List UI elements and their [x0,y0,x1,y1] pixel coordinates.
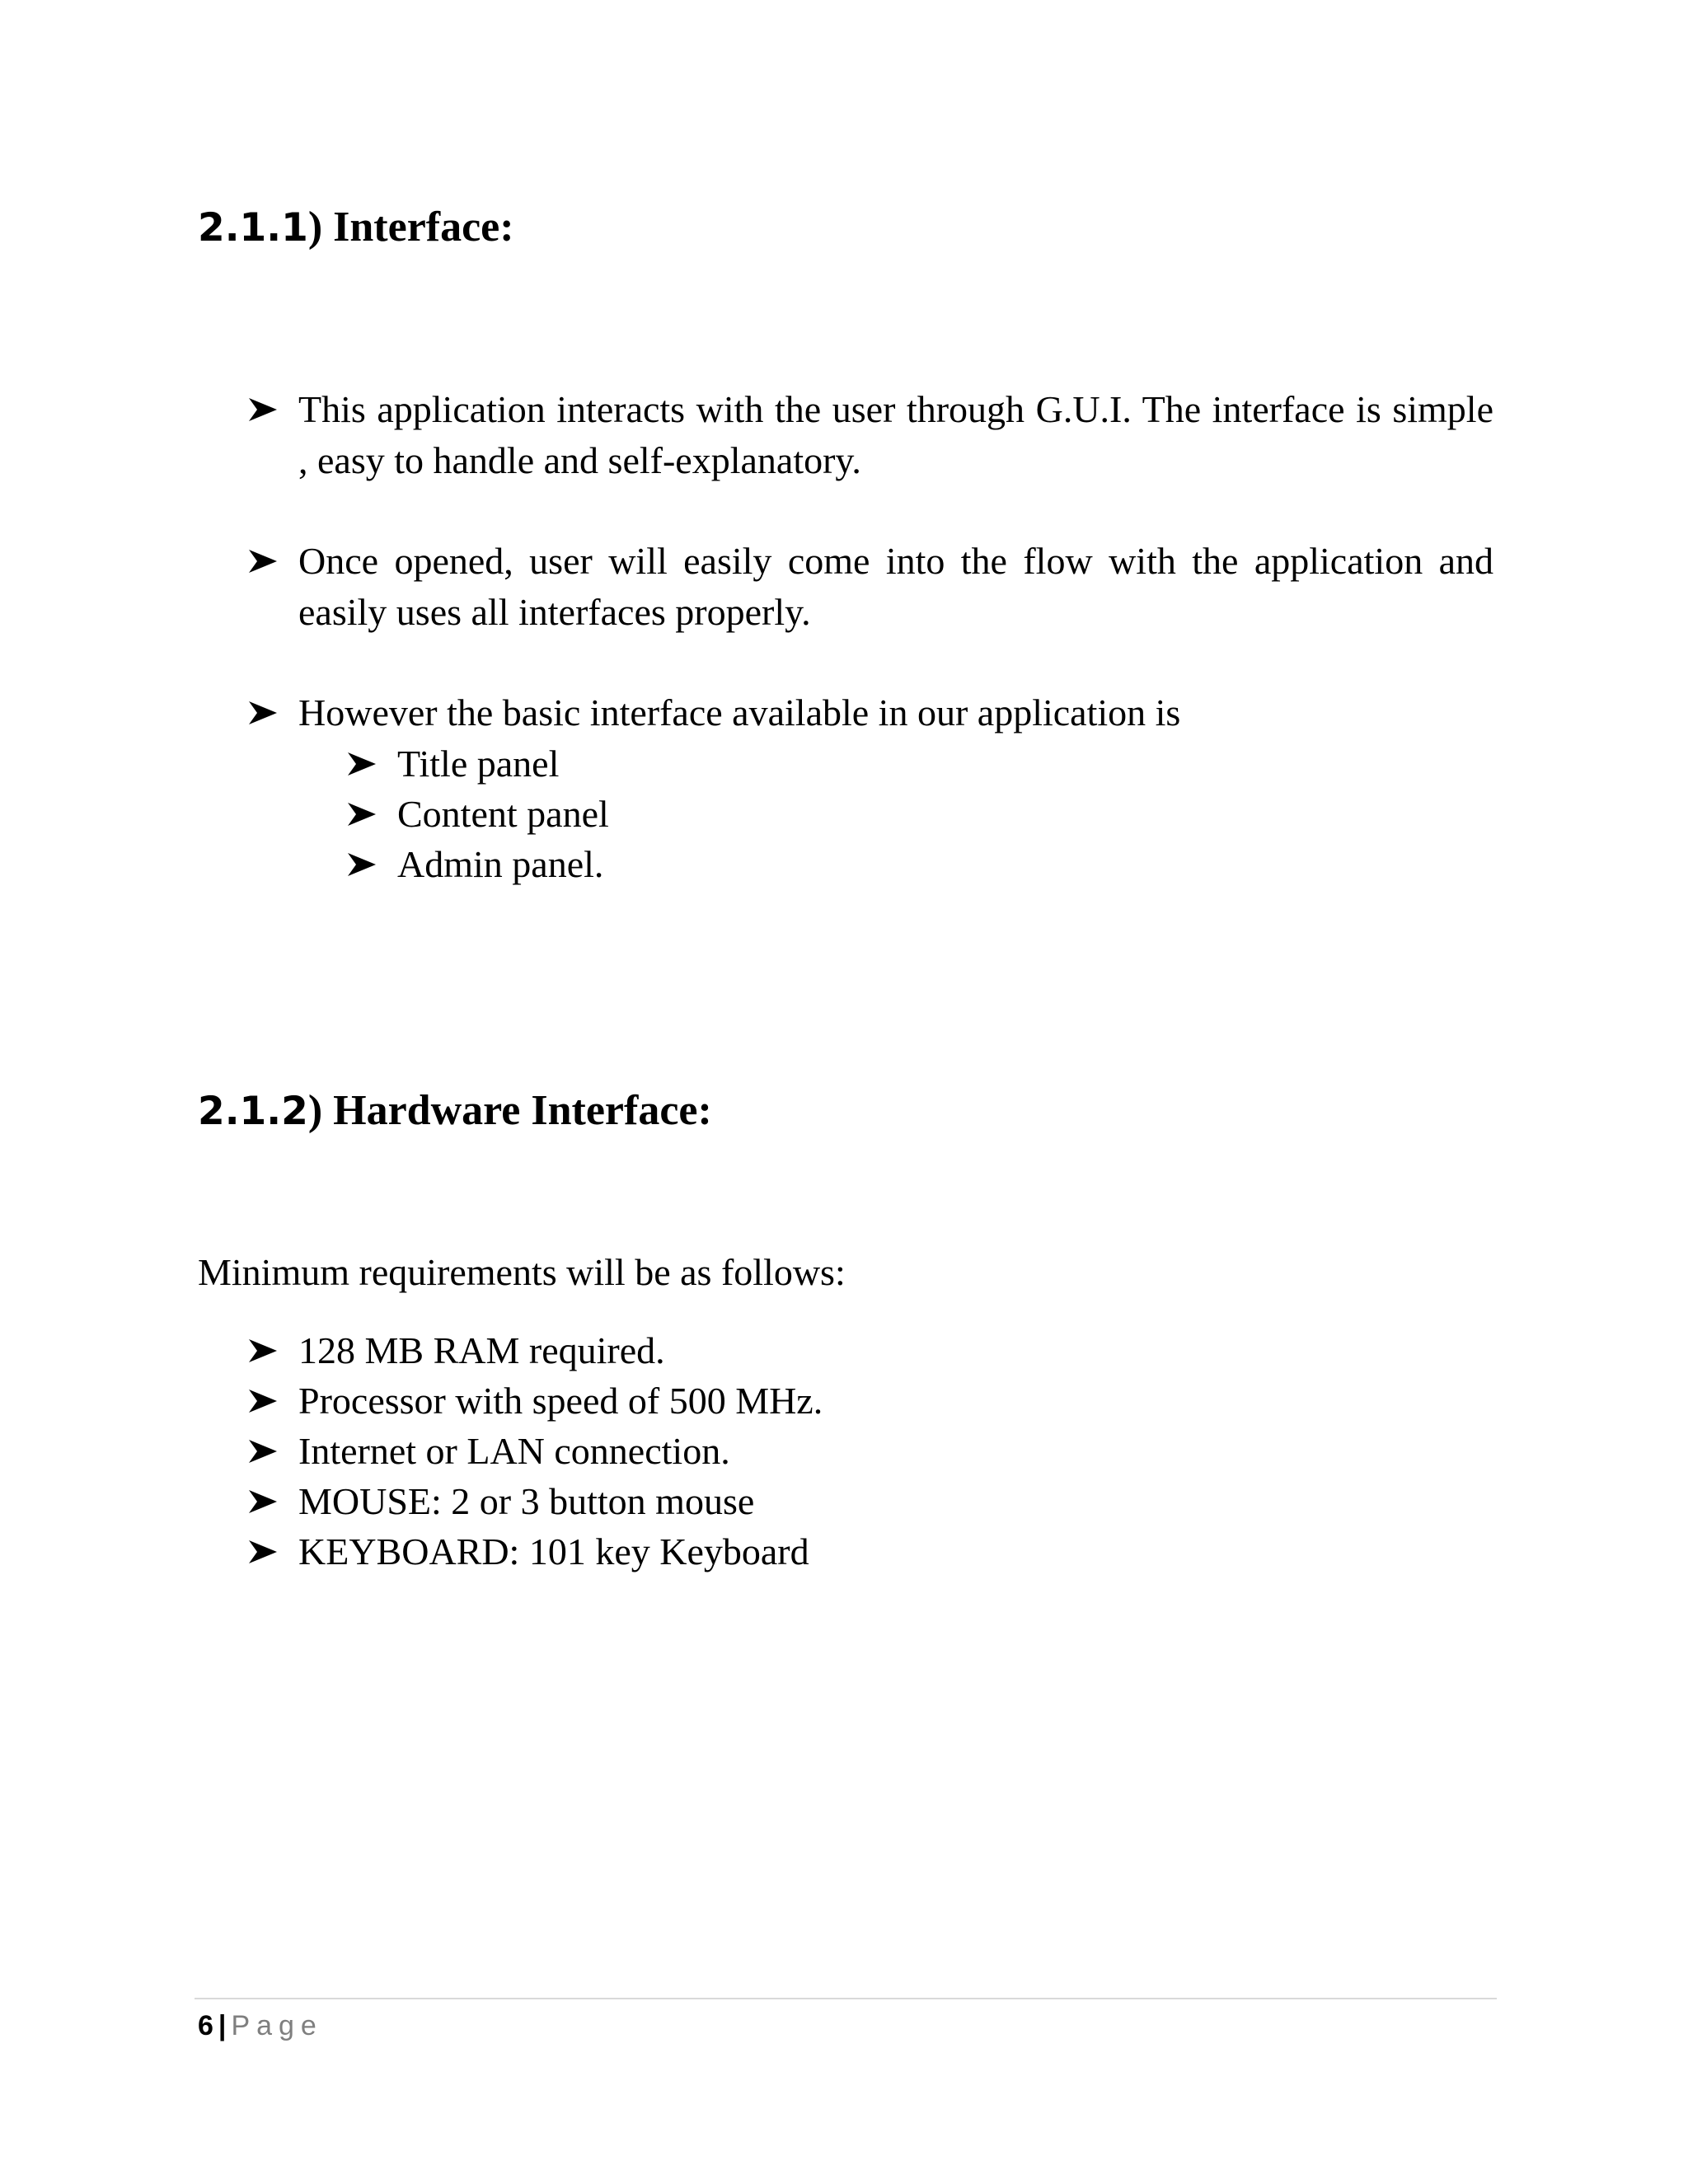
requirement-text: KEYBOARD: 101 key Keyboard [298,1530,809,1572]
section-title: ) Hardware Interface: [307,1087,712,1134]
bullet-text: However the basic interface available in our application is [298,691,1181,733]
footer-separator: | [218,2010,227,2041]
section-number: 2.1.2 [198,1089,308,1134]
section-heading-interface [198,203,514,253]
requirements-intro: Minimum requirements will be as follows: [198,1251,846,1293]
section-title: ) Interface: [307,204,514,251]
bullet-text: This application interacts with the user through G.U.I. The interface is simple , easy to handle and self-explanatory. [298,388,1493,481]
sub-bullet-item [348,738,1419,790]
requirement-item [249,1526,1403,1577]
arrowhead-bullet-icon [348,839,376,890]
section-number: 2.1.1 [198,205,308,251]
page-footer [198,2008,323,2044]
arrowhead-bullet-icon [348,789,376,840]
bullet-text: Once opened, user will easily come into the flow with the application and easily uses all interfaces properly. [298,540,1493,633]
requirement-text: Internet or LAN connection. [298,1430,730,1472]
requirement-text: Processor with speed of 500 MHz. [298,1380,823,1422]
footer-divider [195,1998,1497,1999]
arrowhead-bullet-icon [249,384,277,435]
bullet-item [249,536,1493,638]
requirement-item [249,1426,1403,1477]
sub-bullet-text: Title panel [397,743,560,785]
arrowhead-bullet-icon [249,1476,277,1527]
requirement-item [249,1325,1403,1376]
arrowhead-bullet-icon [249,536,277,587]
arrowhead-bullet-icon [249,1325,277,1376]
arrowhead-bullet-icon [249,687,277,738]
arrowhead-bullet-icon [249,1376,277,1427]
arrowhead-bullet-icon [249,1526,277,1577]
page-number: 6 [198,2010,213,2041]
arrowhead-bullet-icon [249,1426,277,1477]
page-label: Page [231,2010,323,2041]
requirement-text: 128 MB RAM required. [298,1329,665,1371]
sub-bullet-text: Content panel [397,793,609,835]
requirement-item [249,1476,1403,1527]
sub-bullet-item [348,789,1419,840]
requirement-text: MOUSE: 2 or 3 button mouse [298,1480,755,1522]
bullet-item [249,384,1493,486]
sub-bullet-item [348,839,1419,890]
requirement-item [249,1376,1403,1427]
arrowhead-bullet-icon [348,738,376,790]
bullet-item [249,687,1493,738]
sub-bullet-text: Admin panel. [397,843,604,885]
section-heading-hardware-interface [198,1086,712,1137]
